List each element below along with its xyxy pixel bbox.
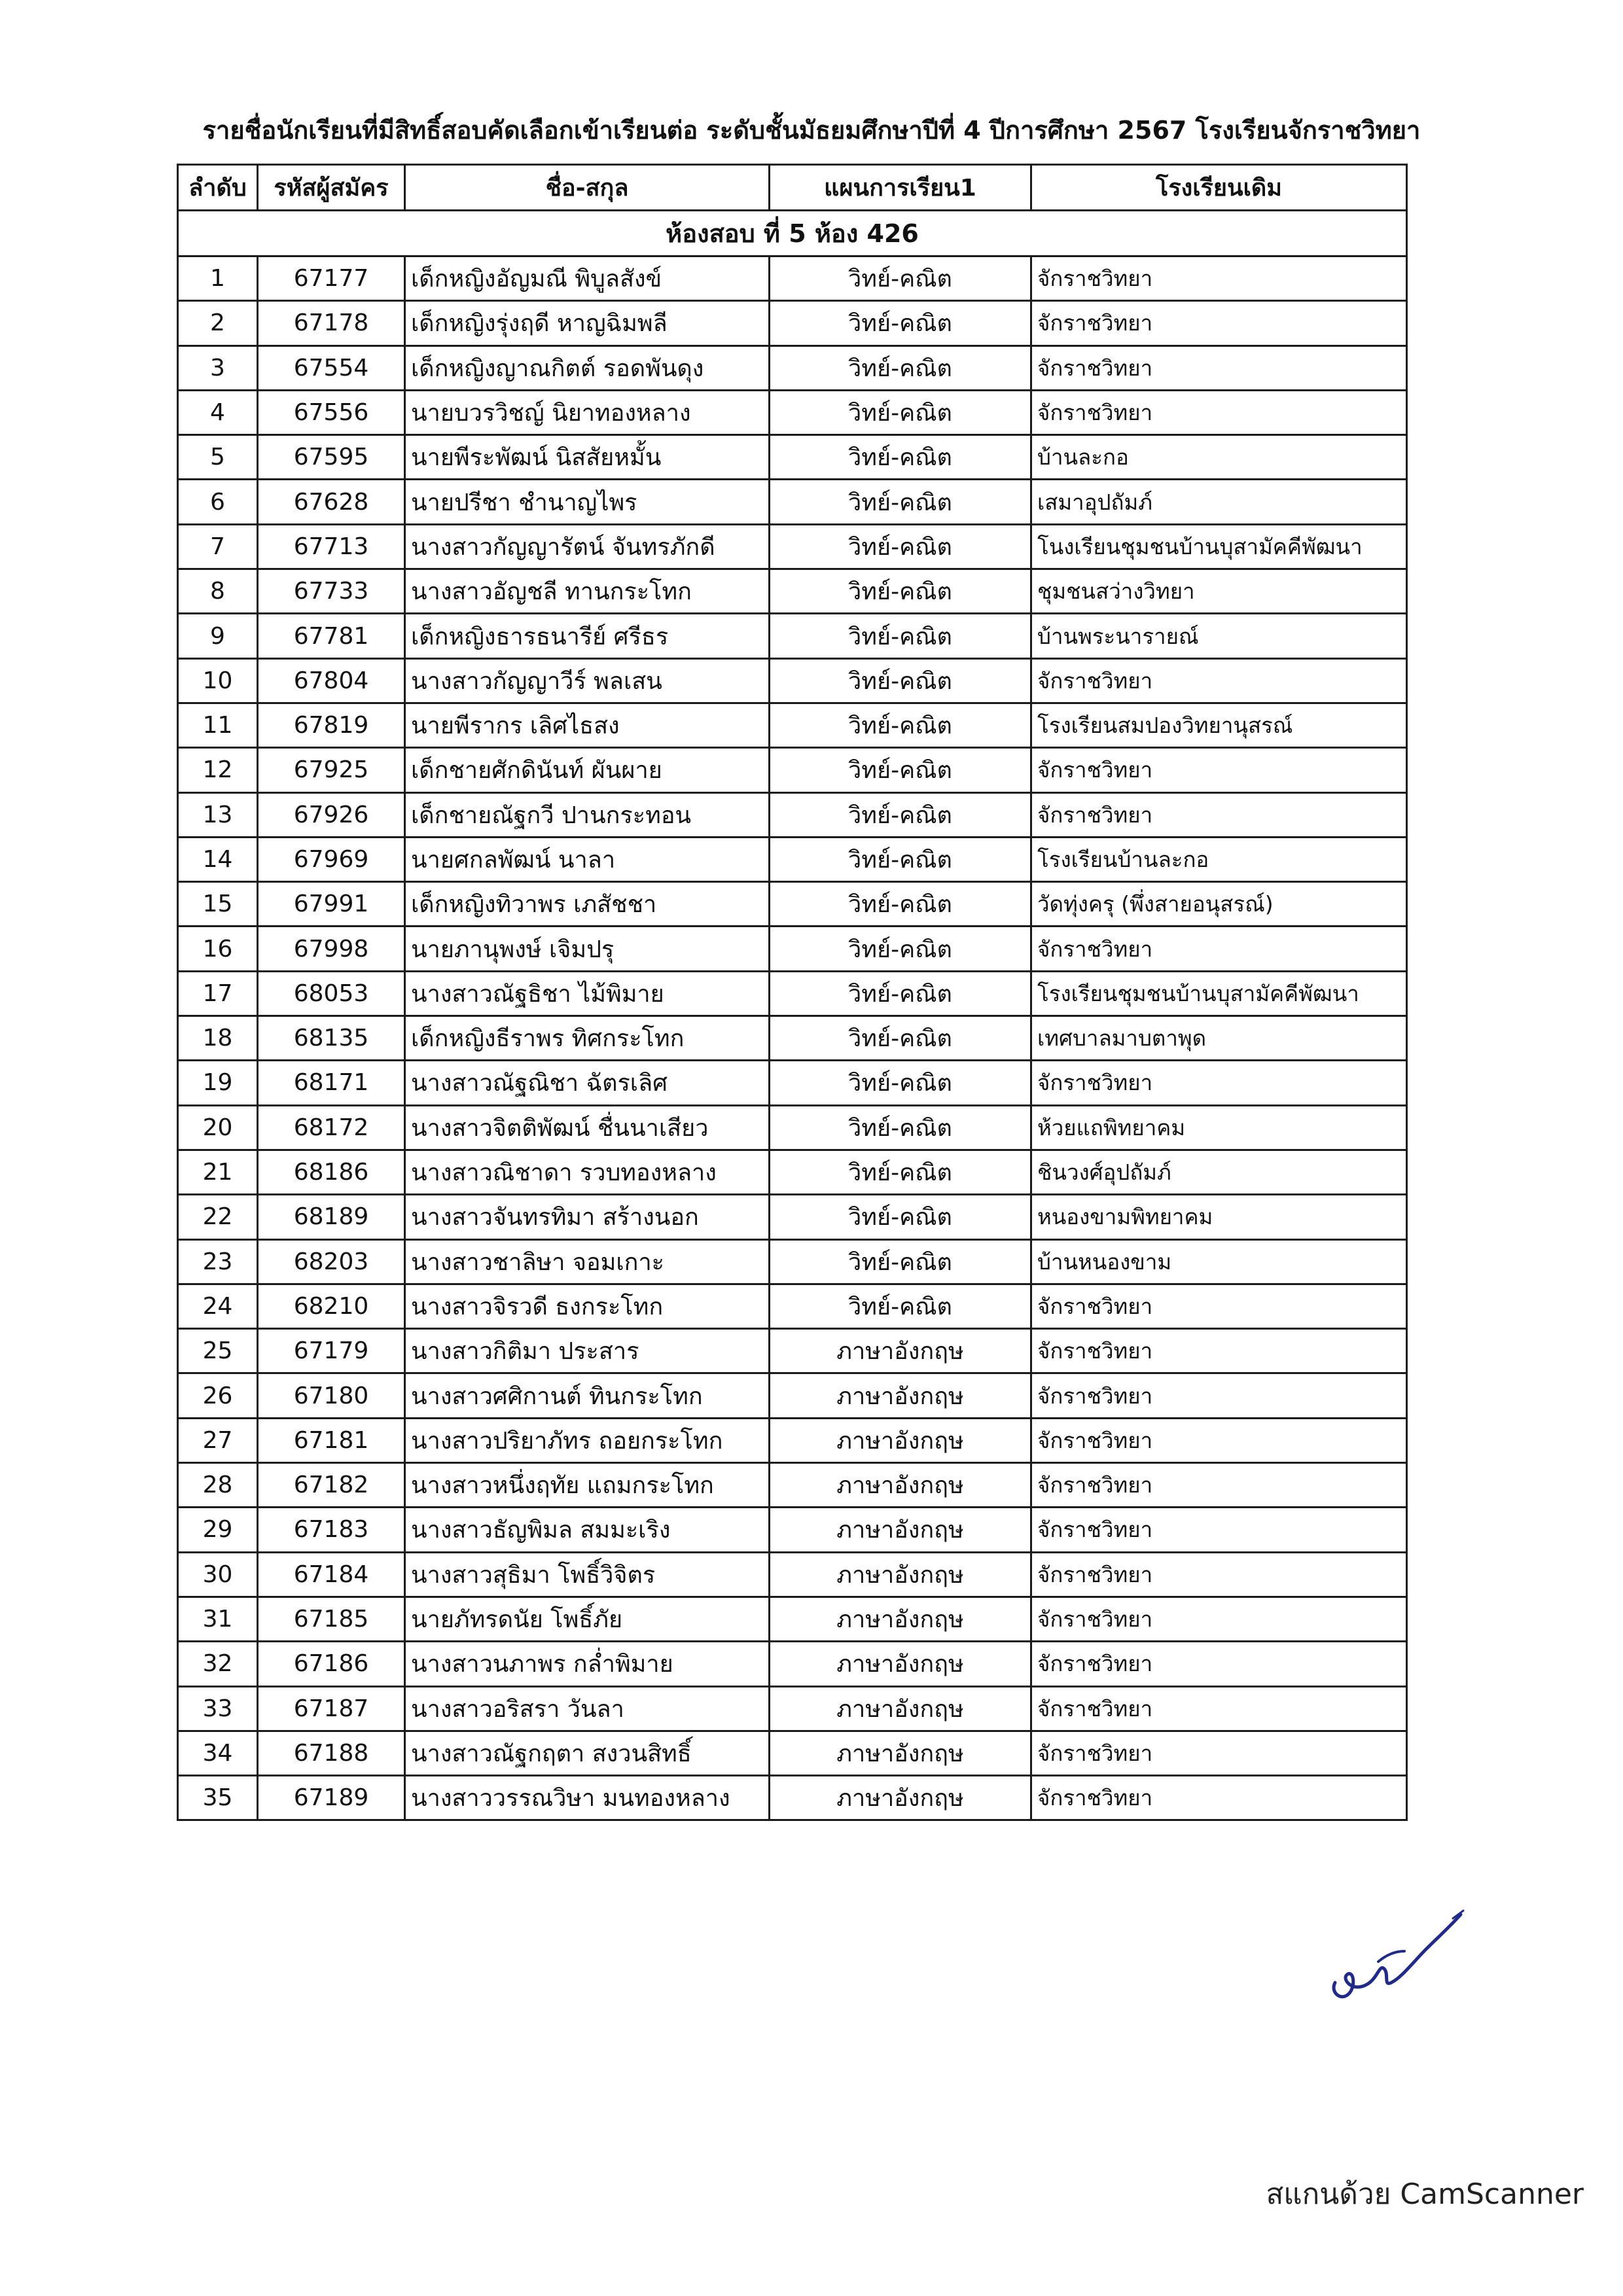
cell-previous-school: จักราชวิทยา: [1031, 1731, 1407, 1775]
cell-previous-school: จักราชวิทยา: [1031, 1686, 1407, 1731]
table-row: [178, 1731, 1407, 1775]
cell-previous-school: ชุมชนสว่างวิทยา: [1031, 569, 1407, 614]
cell-previous-school: โรงเรียนบ้านละกอ: [1031, 837, 1407, 881]
table-header-row: [178, 165, 1407, 211]
cell-no: 5: [178, 435, 258, 480]
cell-study-plan: วิทย์-คณิต: [770, 569, 1031, 614]
cell-full-name: เด็กชายศักดินันท์ ผันผาย: [405, 748, 770, 792]
table-row: [178, 1686, 1407, 1731]
cell-study-plan: ภาษาอังกฤษ: [770, 1597, 1031, 1641]
cell-full-name: นางสาวหนึ่งฤทัย แถมกระโทก: [405, 1463, 770, 1508]
cell-applicant-code: 68189: [258, 1195, 405, 1239]
cell-no: 21: [178, 1150, 258, 1194]
cell-previous-school: เทศบาลมาบตาพุด: [1031, 1016, 1407, 1061]
cell-applicant-code: 67991: [258, 882, 405, 927]
cell-full-name: นายบวรวิชญ์ นิยาทองหลาง: [405, 390, 770, 434]
cell-no: 13: [178, 792, 258, 837]
header-study-plan: แผนการเรียน1: [770, 165, 1031, 211]
cell-previous-school: จักราชวิทยา: [1031, 1463, 1407, 1508]
cell-previous-school: จักราชวิทยา: [1031, 1552, 1407, 1597]
cell-full-name: นางสาวธัญพิมล สมมะเริง: [405, 1508, 770, 1552]
cell-study-plan: ภาษาอังกฤษ: [770, 1418, 1031, 1462]
cell-no: 29: [178, 1508, 258, 1552]
cell-applicant-code: 67556: [258, 390, 405, 434]
cell-study-plan: ภาษาอังกฤษ: [770, 1373, 1031, 1418]
cell-no: 12: [178, 748, 258, 792]
table-row: [178, 837, 1407, 881]
cell-previous-school: โรงเรียนชุมชนบ้านบุสามัคคีพัฒนา: [1031, 971, 1407, 1016]
cell-full-name: เด็กหญิงรุ่งฤดี หาญฉิมพลี: [405, 301, 770, 345]
cell-study-plan: วิทย์-คณิต: [770, 614, 1031, 658]
cell-no: 1: [178, 256, 258, 301]
cell-study-plan: วิทย์-คณิต: [770, 1195, 1031, 1239]
cell-full-name: นางสาวสุธิมา โพธิ์วิจิตร: [405, 1552, 770, 1597]
cell-study-plan: วิทย์-คณิต: [770, 792, 1031, 837]
cell-study-plan: ภาษาอังกฤษ: [770, 1642, 1031, 1686]
cell-study-plan: วิทย์-คณิต: [770, 524, 1031, 569]
cell-no: 10: [178, 658, 258, 703]
cell-full-name: นายภัทรดนัย โพธิ์ภัย: [405, 1597, 770, 1641]
cell-study-plan: วิทย์-คณิต: [770, 256, 1031, 301]
table-row: [178, 882, 1407, 927]
cell-applicant-code: 67819: [258, 703, 405, 747]
table-row: [178, 1284, 1407, 1328]
cell-previous-school: จักราชวิทยา: [1031, 1508, 1407, 1552]
cell-previous-school: บ้านละกอ: [1031, 435, 1407, 480]
cell-full-name: นายภานุพงษ์ เจิมปรุ: [405, 927, 770, 971]
cell-study-plan: ภาษาอังกฤษ: [770, 1508, 1031, 1552]
cell-applicant-code: 67969: [258, 837, 405, 881]
cell-applicant-code: 67998: [258, 927, 405, 971]
cell-full-name: นางสาวณิชาดา รวบทองหลาง: [405, 1150, 770, 1194]
cell-previous-school: โนงเรียนชุมชนบ้านบุสามัคคีพัฒนา: [1031, 524, 1407, 569]
table-row: [178, 1508, 1407, 1552]
handwritten-signature: [1315, 1871, 1466, 2015]
cell-no: 31: [178, 1597, 258, 1641]
cell-applicant-code: 67179: [258, 1329, 405, 1373]
cell-applicant-code: 67781: [258, 614, 405, 658]
table-row: [178, 971, 1407, 1016]
cell-no: 4: [178, 390, 258, 434]
cell-previous-school: จักราชวิทยา: [1031, 792, 1407, 837]
document-title: รายชื่อนักเรียนที่มีสิทธิ์สอบคัดเลือกเข้าเรียนต่อ ระดับชั้นมัธยมศึกษาปีที่ 4 ปีการศึกษา 2567 โรงเรียนจักราชวิทยา: [202, 116, 1421, 145]
table-row: [178, 792, 1407, 837]
cell-no: 15: [178, 882, 258, 927]
cell-applicant-code: 67926: [258, 792, 405, 837]
table-row: [178, 1418, 1407, 1462]
cell-no: 2: [178, 301, 258, 345]
student-roster-table: [177, 164, 1408, 1821]
cell-no: 30: [178, 1552, 258, 1597]
cell-study-plan: ภาษาอังกฤษ: [770, 1686, 1031, 1731]
table-row: [178, 1195, 1407, 1239]
cell-full-name: นายศกลพัฒน์ นาลา: [405, 837, 770, 881]
cell-study-plan: วิทย์-คณิต: [770, 480, 1031, 524]
cell-previous-school: จักราชวิทยา: [1031, 1597, 1407, 1641]
cell-applicant-code: 68210: [258, 1284, 405, 1328]
table-row: [178, 1642, 1407, 1686]
cell-full-name: เด็กหญิงญาณกิตต์ รอดพันดุง: [405, 345, 770, 390]
cell-no: 3: [178, 345, 258, 390]
cell-applicant-code: 67925: [258, 748, 405, 792]
cell-no: 17: [178, 971, 258, 1016]
header-no: ลำดับ: [178, 165, 258, 211]
cell-no: 28: [178, 1463, 258, 1508]
cell-applicant-code: 67182: [258, 1463, 405, 1508]
cell-full-name: เด็กหญิงอัญมณี พิบูลสังข์: [405, 256, 770, 301]
cell-study-plan: ภาษาอังกฤษ: [770, 1776, 1031, 1820]
cell-previous-school: จักราชวิทยา: [1031, 256, 1407, 301]
table-row: [178, 524, 1407, 569]
cell-study-plan: วิทย์-คณิต: [770, 435, 1031, 480]
cell-previous-school: บ้านหนองขาม: [1031, 1239, 1407, 1284]
cell-previous-school: จักราชวิทยา: [1031, 1642, 1407, 1686]
cell-full-name: นางสาวชาลิษา จอมเกาะ: [405, 1239, 770, 1284]
cell-previous-school: จักราชวิทยา: [1031, 1418, 1407, 1462]
cell-study-plan: ภาษาอังกฤษ: [770, 1463, 1031, 1508]
cell-full-name: นางสาวจันทรทิมา สร้างนอก: [405, 1195, 770, 1239]
cell-study-plan: วิทย์-คณิต: [770, 1239, 1031, 1284]
cell-no: 9: [178, 614, 258, 658]
cell-full-name: นางสาวกิติมา ประสาร: [405, 1329, 770, 1373]
cell-study-plan: วิทย์-คณิต: [770, 1016, 1031, 1061]
cell-study-plan: วิทย์-คณิต: [770, 1284, 1031, 1328]
cell-no: 26: [178, 1373, 258, 1418]
cell-full-name: นางสาวณัฐธิชา ไม้พิมาย: [405, 971, 770, 1016]
cell-previous-school: จักราชวิทยา: [1031, 1284, 1407, 1328]
cell-full-name: นางสาววรรณวิษา มนทองหลาง: [405, 1776, 770, 1820]
exam-room-row: [178, 211, 1407, 256]
scanner-watermark: สแกนด้วย CamScanner: [1266, 2178, 1584, 2211]
table-row: [178, 1329, 1407, 1373]
cell-previous-school: จักราชวิทยา: [1031, 927, 1407, 971]
cell-previous-school: จักราชวิทยา: [1031, 1776, 1407, 1820]
table-row: [178, 1061, 1407, 1105]
cell-full-name: เด็กหญิงธารธนารีย์ ศรีธร: [405, 614, 770, 658]
cell-full-name: นายพีระพัฒน์ นิสสัยหมั้น: [405, 435, 770, 480]
cell-no: 35: [178, 1776, 258, 1820]
cell-applicant-code: 67189: [258, 1776, 405, 1820]
cell-applicant-code: 68171: [258, 1061, 405, 1105]
cell-full-name: นางสาวนภาพร กล่ำพิมาย: [405, 1642, 770, 1686]
cell-full-name: นางสาวศศิกานต์ ทินกระโทก: [405, 1373, 770, 1418]
cell-full-name: เด็กหญิงธีราพร ทิศกระโทก: [405, 1016, 770, 1061]
table-row: [178, 1150, 1407, 1194]
table-row: [178, 480, 1407, 524]
cell-no: 19: [178, 1061, 258, 1105]
table-row: [178, 658, 1407, 703]
cell-study-plan: วิทย์-คณิต: [770, 1150, 1031, 1194]
cell-study-plan: ภาษาอังกฤษ: [770, 1731, 1031, 1775]
cell-no: 18: [178, 1016, 258, 1061]
cell-full-name: เด็กชายณัฐกวี ปานกระทอน: [405, 792, 770, 837]
cell-previous-school: จักราชวิทยา: [1031, 301, 1407, 345]
table-row: [178, 1373, 1407, 1418]
table-row: [178, 390, 1407, 434]
cell-no: 32: [178, 1642, 258, 1686]
cell-previous-school: จักราชวิทยา: [1031, 345, 1407, 390]
table-row: [178, 1463, 1407, 1508]
cell-study-plan: ภาษาอังกฤษ: [770, 1329, 1031, 1373]
table-row: [178, 345, 1407, 390]
cell-applicant-code: 67184: [258, 1552, 405, 1597]
cell-no: 33: [178, 1686, 258, 1731]
cell-applicant-code: 67181: [258, 1418, 405, 1462]
cell-no: 27: [178, 1418, 258, 1462]
cell-no: 7: [178, 524, 258, 569]
cell-no: 22: [178, 1195, 258, 1239]
cell-previous-school: เสมาอุปถัมภ์: [1031, 480, 1407, 524]
cell-applicant-code: 67628: [258, 480, 405, 524]
cell-full-name: นายพีรากร เลิศไธสง: [405, 703, 770, 747]
cell-applicant-code: 67188: [258, 1731, 405, 1775]
cell-previous-school: จักราชวิทยา: [1031, 1329, 1407, 1373]
cell-full-name: นางสาวณัฐกฤตา สงวนสิทธิ์: [405, 1731, 770, 1775]
cell-full-name: นายปรีชา ชำนาญไพร: [405, 480, 770, 524]
table-row: [178, 927, 1407, 971]
cell-study-plan: วิทย์-คณิต: [770, 1105, 1031, 1150]
cell-study-plan: ภาษาอังกฤษ: [770, 1552, 1031, 1597]
cell-applicant-code: 67187: [258, 1686, 405, 1731]
cell-previous-school: ชินวงศ์อุปถัมภ์: [1031, 1150, 1407, 1194]
cell-no: 14: [178, 837, 258, 881]
header-applicant-code: รหัสผู้สมัคร: [258, 165, 405, 211]
cell-previous-school: บ้านพระนารายณ์: [1031, 614, 1407, 658]
cell-study-plan: วิทย์-คณิต: [770, 345, 1031, 390]
cell-full-name: นางสาวจิตติพัฒน์ ชื่นนาเสียว: [405, 1105, 770, 1150]
table-row: [178, 1239, 1407, 1284]
cell-no: 34: [178, 1731, 258, 1775]
cell-applicant-code: 67177: [258, 256, 405, 301]
cell-applicant-code: 67595: [258, 435, 405, 480]
cell-study-plan: วิทย์-คณิต: [770, 748, 1031, 792]
table-row: [178, 614, 1407, 658]
cell-previous-school: จักราชวิทยา: [1031, 1061, 1407, 1105]
table-row: [178, 1552, 1407, 1597]
cell-applicant-code: 67186: [258, 1642, 405, 1686]
table-row: [178, 748, 1407, 792]
cell-full-name: นางสาวกัญญารัตน์ จันทรภักดี: [405, 524, 770, 569]
cell-study-plan: วิทย์-คณิต: [770, 301, 1031, 345]
cell-previous-school: จักราชวิทยา: [1031, 1373, 1407, 1418]
cell-no: 25: [178, 1329, 258, 1373]
cell-full-name: นางสาวณัฐณิชา ฉัตรเลิศ: [405, 1061, 770, 1105]
table-row: [178, 1016, 1407, 1061]
cell-previous-school: จักราชวิทยา: [1031, 748, 1407, 792]
cell-full-name: นางสาวอัญชลี ทานกระโทก: [405, 569, 770, 614]
cell-applicant-code: 67733: [258, 569, 405, 614]
cell-study-plan: วิทย์-คณิต: [770, 927, 1031, 971]
cell-applicant-code: 67180: [258, 1373, 405, 1418]
cell-previous-school: หนองขามพิทยาคม: [1031, 1195, 1407, 1239]
cell-previous-school: จักราชวิทยา: [1031, 658, 1407, 703]
cell-no: 23: [178, 1239, 258, 1284]
cell-applicant-code: 68186: [258, 1150, 405, 1194]
cell-no: 20: [178, 1105, 258, 1150]
cell-study-plan: วิทย์-คณิต: [770, 882, 1031, 927]
header-previous-school: โรงเรียนเดิม: [1031, 165, 1407, 211]
cell-applicant-code: 68135: [258, 1016, 405, 1061]
cell-applicant-code: 67554: [258, 345, 405, 390]
cell-study-plan: วิทย์-คณิต: [770, 971, 1031, 1016]
cell-no: 24: [178, 1284, 258, 1328]
cell-full-name: นางสาวปริยาภัทร ถอยกระโทก: [405, 1418, 770, 1462]
cell-applicant-code: 67804: [258, 658, 405, 703]
cell-full-name: เด็กหญิงทิวาพร เภสัชชา: [405, 882, 770, 927]
table-body: [178, 211, 1407, 1820]
cell-study-plan: วิทย์-คณิต: [770, 390, 1031, 434]
cell-applicant-code: 68172: [258, 1105, 405, 1150]
table-row: [178, 1776, 1407, 1820]
cell-applicant-code: 67185: [258, 1597, 405, 1641]
cell-applicant-code: 67178: [258, 301, 405, 345]
cell-study-plan: วิทย์-คณิต: [770, 1061, 1031, 1105]
cell-study-plan: วิทย์-คณิต: [770, 703, 1031, 747]
cell-applicant-code: 67183: [258, 1508, 405, 1552]
cell-applicant-code: 68203: [258, 1239, 405, 1284]
cell-full-name: นางสาวอริสรา วันลา: [405, 1686, 770, 1731]
header-full-name: ชื่อ-สกุล: [405, 165, 770, 211]
cell-full-name: นางสาวจิรวดี ธงกระโทก: [405, 1284, 770, 1328]
cell-no: 6: [178, 480, 258, 524]
exam-room-label: ห้องสอบ ที่ 5 ห้อง 426: [178, 211, 1407, 256]
cell-no: 8: [178, 569, 258, 614]
cell-previous-school: จักราชวิทยา: [1031, 390, 1407, 434]
cell-study-plan: วิทย์-คณิต: [770, 837, 1031, 881]
cell-no: 16: [178, 927, 258, 971]
table-row: [178, 703, 1407, 747]
cell-previous-school: ห้วยแถพิทยาคม: [1031, 1105, 1407, 1150]
cell-full-name: นางสาวกัญญาวีร์ พลเสน: [405, 658, 770, 703]
table-row: [178, 1597, 1407, 1641]
cell-applicant-code: 67713: [258, 524, 405, 569]
cell-previous-school: วัดทุ่งครุ (พึ่งสายอนุสรณ์): [1031, 882, 1407, 927]
cell-previous-school: โรงเรียนสมปองวิทยานุสรณ์: [1031, 703, 1407, 747]
table-row: [178, 256, 1407, 301]
cell-no: 11: [178, 703, 258, 747]
table-row: [178, 569, 1407, 614]
table-row: [178, 435, 1407, 480]
cell-study-plan: วิทย์-คณิต: [770, 658, 1031, 703]
table-row: [178, 301, 1407, 345]
cell-applicant-code: 68053: [258, 971, 405, 1016]
table-row: [178, 1105, 1407, 1150]
